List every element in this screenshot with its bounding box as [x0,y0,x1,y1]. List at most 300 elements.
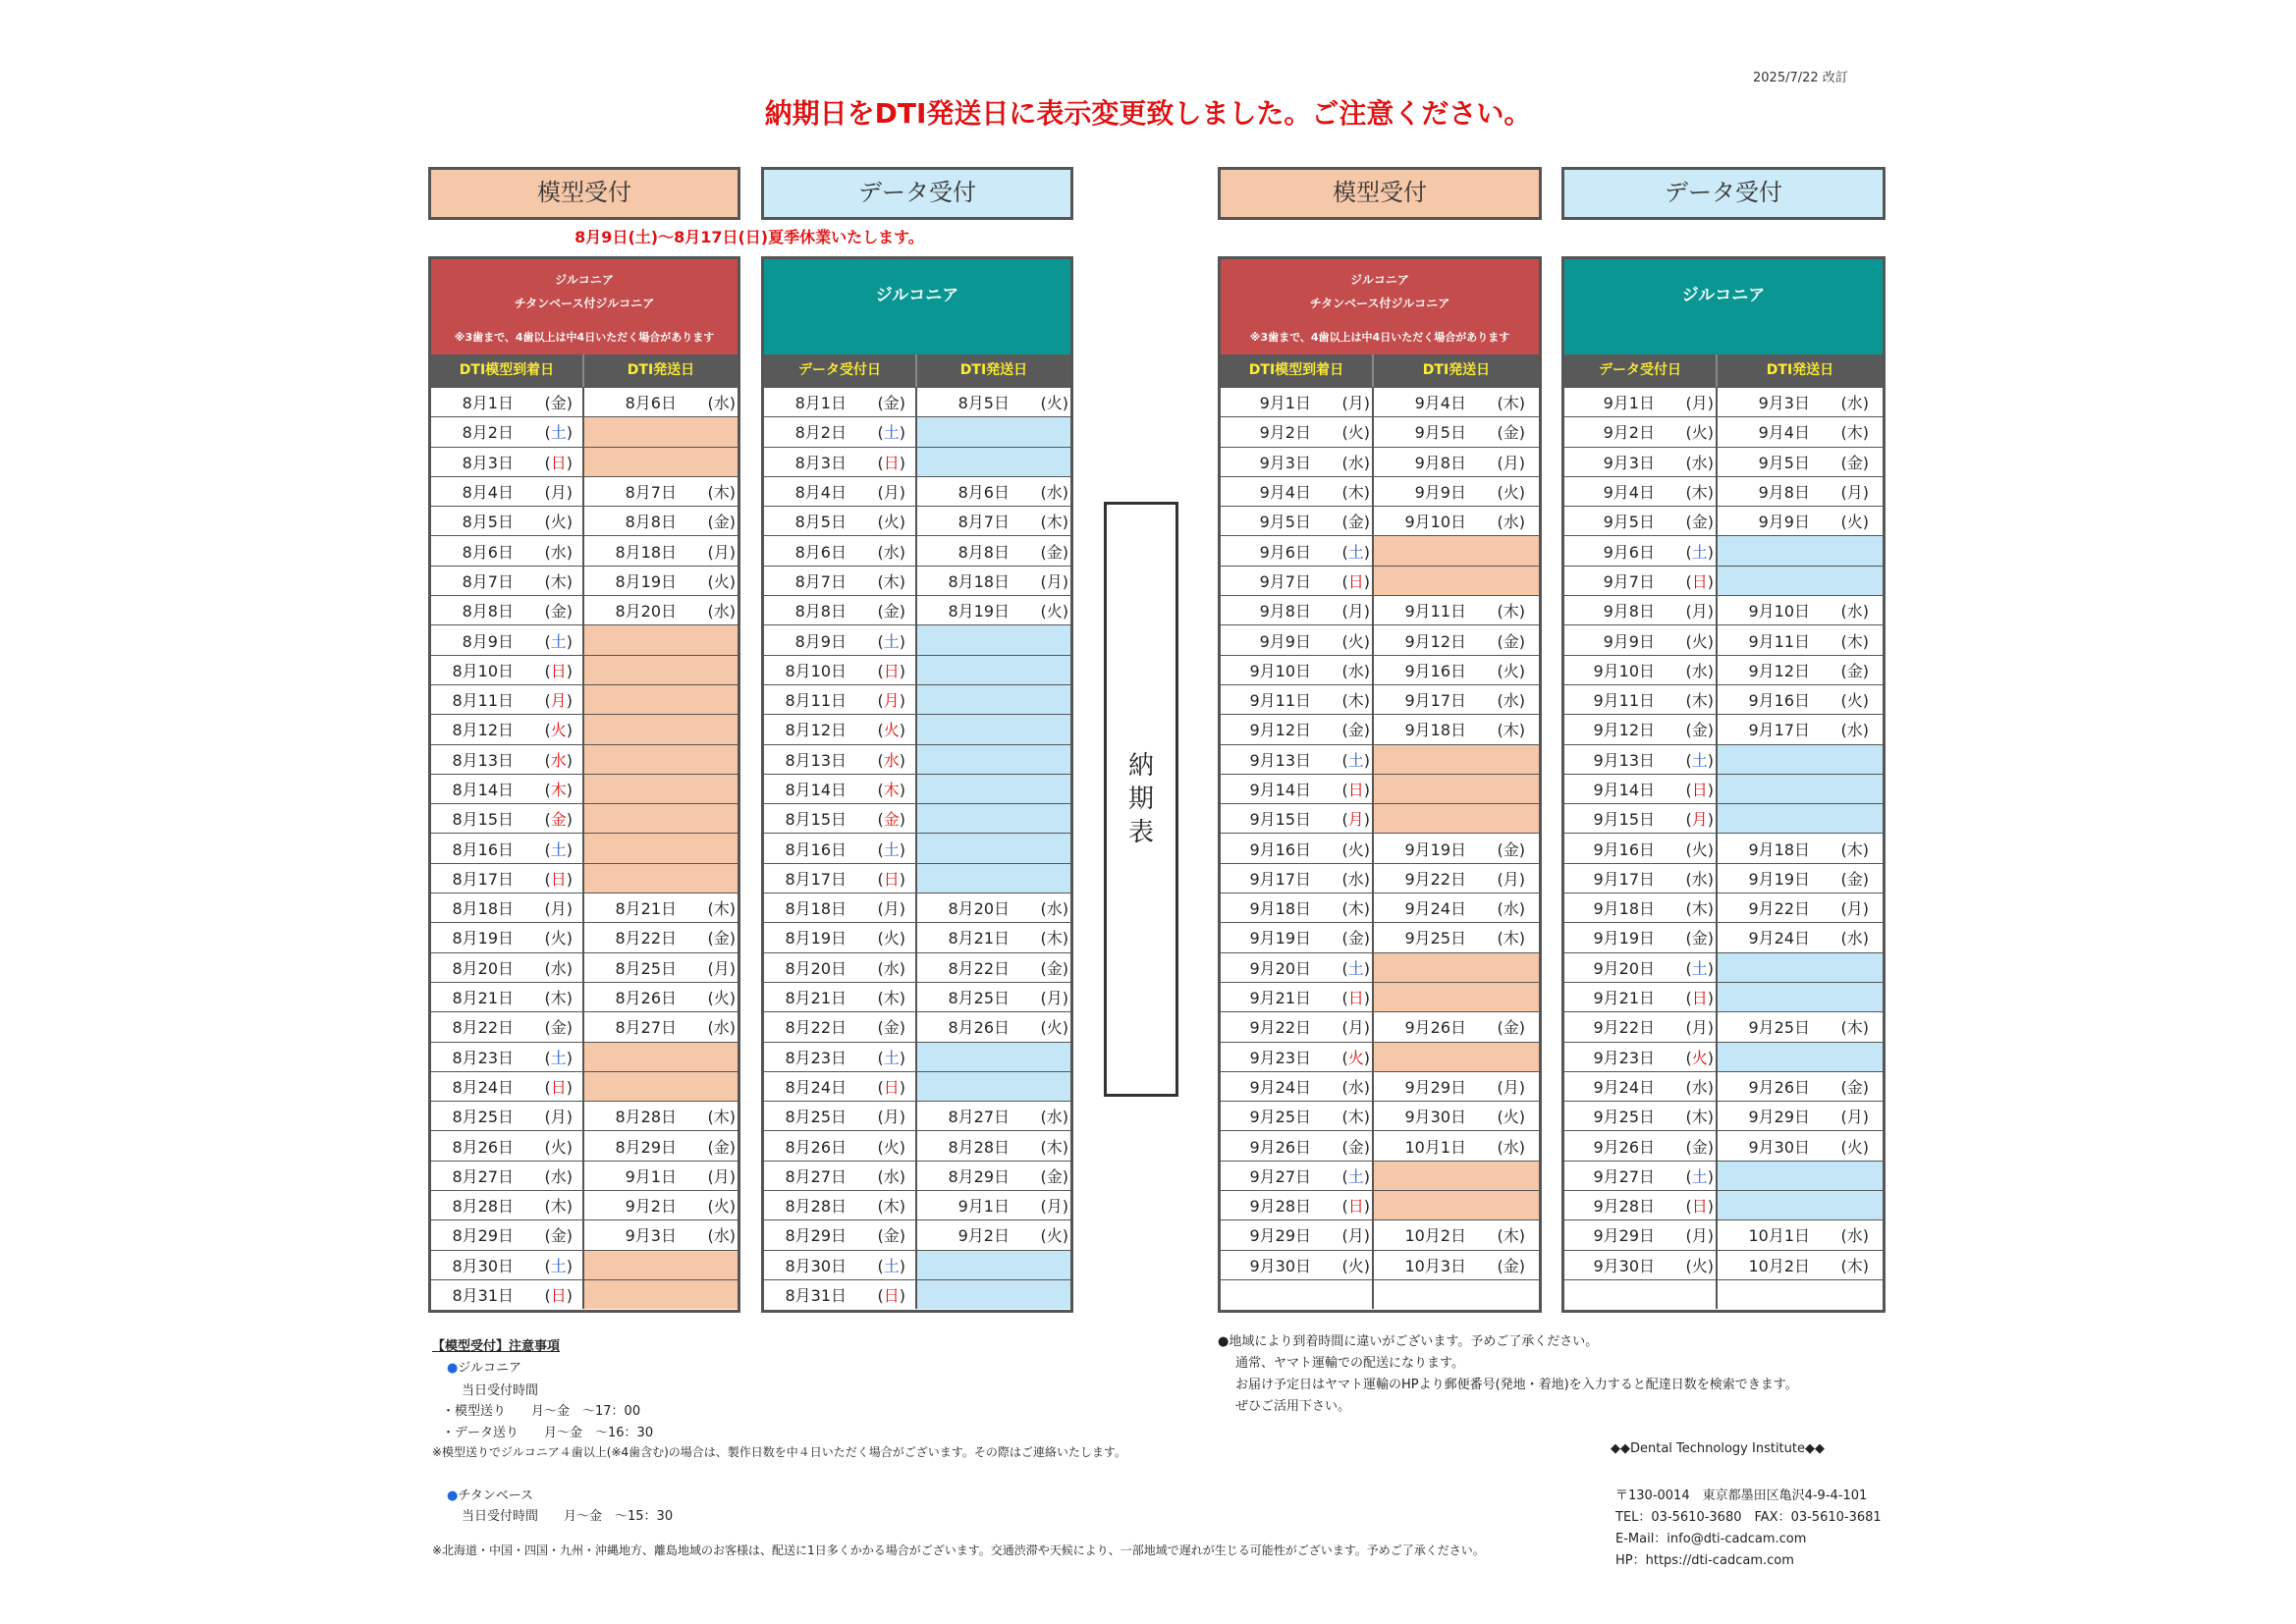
weekday-text: 金 [550,394,567,413]
ship-date-cell [917,596,1070,624]
weekday-text: 金 [713,513,730,532]
received-weekday: (木) [1685,1108,1714,1127]
ship-date-cell [584,625,738,654]
received-weekday: (木) [1341,691,1370,711]
received-weekday: (金) [877,394,905,413]
received-weekday: (月) [1685,602,1714,622]
table-row [764,535,1070,565]
table-row [1221,655,1539,684]
received-date: 9月1日 [1259,394,1311,413]
received-date: 9月21日 [1249,989,1311,1008]
ship-date-cell [917,1102,1070,1130]
ship-weekday: (月) [707,542,736,562]
zirconia-label-text: ジルコニア [458,1361,522,1376]
ship-weekday: (火) [707,989,736,1008]
table-row [1564,863,1883,893]
received-weekday: (日) [544,1286,573,1306]
table-row [764,952,1070,982]
ship-weekday: (金) [1840,869,1869,889]
ship-date: 9月4日 [1414,394,1466,413]
ship-weekday: (月) [1840,1108,1869,1127]
received-date: 9月14日 [1593,781,1655,799]
received-date: 9月14日 [1249,781,1311,799]
ship-date-cell [1718,864,1883,893]
table-header-zirconia [764,259,1070,354]
ship-date: 9月26日 [1748,1077,1810,1097]
ship-date: 8月29日 [948,1166,1010,1186]
weekday-text: 木 [1846,1256,1863,1275]
ship-weekday: (金) [1040,1166,1068,1186]
ship-weekday: (金) [1040,542,1068,562]
received-date: 8月27日 [785,1166,847,1186]
ship-weekday: (火) [1497,483,1525,503]
weekday-text: 水 [550,750,567,770]
received-date-cell [1221,1012,1374,1041]
section-model-aug: 模型受付 [428,167,740,220]
received-date-cell [431,864,584,893]
weekday-text: 日 [550,1077,567,1097]
received-date-cell [431,834,584,862]
received-date: 9月23日 [1249,1048,1311,1067]
weekday-text: 土 [1691,958,1708,978]
received-date: 8月6日 [462,542,514,562]
received-date-cell [1221,1220,1374,1249]
weekday-text: 木 [1046,513,1063,532]
headline-notice: 納期日をDTI発送日に表示変更致しました。ご注意ください。 [764,97,1532,130]
weekday-text: 日 [883,1077,900,1097]
ship-date-cell [1374,1043,1539,1071]
received-date-cell [1564,625,1718,654]
table-row [1564,1130,1883,1160]
header-line-zirconia: ジルコニア [1350,273,1409,287]
table-row [431,1219,738,1249]
weekday-text: 金 [1691,1137,1708,1157]
table-row [764,1071,1070,1101]
weekday-text: 月 [1046,1197,1063,1217]
received-date-cell [764,685,917,714]
ship-date-cell [584,864,738,893]
received-weekday: (日) [1685,781,1714,799]
received-weekday: (水) [544,1166,573,1186]
weekday-text: 木 [1691,899,1708,919]
received-date-cell [1221,1280,1374,1309]
received-weekday: (木) [1341,1108,1370,1127]
weekday-text: 火 [1347,631,1364,651]
received-date: 9月17日 [1593,869,1655,889]
ship-date: 8月8日 [957,542,1010,562]
ship-date-cell [1374,1012,1539,1041]
ship-weekday: (木) [707,899,736,919]
received-date-cell [431,1043,584,1071]
received-weekday: (木) [877,1197,905,1217]
ship-date: 8月22日 [615,929,677,948]
received-date: 8月2日 [794,423,847,443]
received-date: 8月14日 [785,781,847,799]
col-arrival: DTI模型到着日 [1221,354,1374,387]
received-weekday: (月) [1685,1226,1714,1246]
received-date: 8月12日 [785,721,847,740]
received-date-cell [764,864,917,893]
received-date-cell [1221,1251,1374,1279]
table-row [1221,803,1539,833]
received-date: 9月22日 [1249,1018,1311,1038]
received-date-cell [1564,804,1718,833]
received-date-cell [1221,1102,1374,1130]
received-date: 9月6日 [1259,542,1311,562]
table-row [431,893,738,922]
received-weekday: (土) [1685,750,1714,770]
ship-date-cell [584,1191,738,1219]
received-date: 8月23日 [785,1048,847,1067]
weekday-text: 月 [713,958,730,978]
table-row [764,1130,1070,1160]
weekday-text: 金 [1347,721,1364,740]
received-weekday: (木) [1685,691,1714,711]
received-weekday: (金) [1685,1137,1714,1157]
ship-date: 9月2日 [625,1197,677,1217]
received-weekday: (土) [544,1048,573,1067]
table-row [764,655,1070,684]
received-date: 8月25日 [785,1108,847,1127]
ship-date-cell [1718,804,1883,833]
received-date: 8月24日 [452,1077,514,1097]
weekday-text: 金 [1503,631,1519,651]
notes-right-1: ●地域により到着時間に違いがございます。予めご了承ください。 [1218,1334,1599,1349]
table-row [764,833,1070,862]
weekday-text: 水 [1347,453,1364,472]
table-row [431,922,738,951]
weekday-text: 月 [1347,394,1364,413]
table-row [1221,1071,1539,1101]
ship-date-cell [1718,1072,1883,1101]
ship-date-cell [584,1251,738,1279]
titanium-label-text: チタンベース [458,1489,534,1503]
weekday-text: 金 [1846,453,1863,472]
ship-date-cell [584,656,738,684]
weekday-text: 木 [1347,691,1364,711]
ship-date-cell [1718,745,1883,774]
ship-date: 8月28日 [948,1137,1010,1157]
received-date: 9月5日 [1259,513,1311,532]
weekday-text: 木 [1846,631,1863,651]
weekday-text: 木 [1846,839,1863,859]
ship-date-cell [917,417,1070,446]
ship-date: 8月20日 [948,899,1010,919]
ship-date: 9月18日 [1748,839,1810,859]
ship-date: 8月29日 [615,1137,677,1157]
ship-date-cell [1718,685,1883,714]
received-date-cell [431,625,584,654]
ship-weekday: (火) [1497,1108,1525,1127]
ship-date-cell [1718,448,1883,476]
ship-date-cell [1718,625,1883,654]
table-header-zirconia [1221,259,1539,354]
table-row [764,922,1070,951]
received-date-cell [1564,1191,1718,1219]
ship-date-cell [584,567,738,595]
table-row [764,595,1070,624]
received-date: 8月17日 [452,869,514,889]
received-weekday: (土) [1685,958,1714,978]
ship-date: 9月16日 [1748,691,1810,711]
section-data-sep: データ受付 [1561,167,1886,220]
table-row [764,1250,1070,1279]
weekday-text: 水 [1347,661,1364,680]
received-weekday: (土) [544,423,573,443]
received-date: 9月23日 [1593,1048,1655,1067]
ship-weekday: (月) [1497,453,1525,472]
received-date: 9月9日 [1259,631,1311,651]
received-date: 8月4日 [794,483,847,503]
table-row [1564,1161,1883,1190]
received-date-cell [764,625,917,654]
received-date: 8月11日 [785,691,847,711]
table-row [431,506,738,535]
received-date: 9月25日 [1593,1108,1655,1127]
table-row [1564,655,1883,684]
ship-date-cell [917,1012,1070,1041]
weekday-text: 土 [1691,1166,1708,1186]
received-date-cell [764,923,917,951]
received-date: 9月27日 [1249,1166,1311,1186]
received-weekday: (月) [1341,602,1370,622]
received-date-cell [764,893,917,922]
received-weekday: (土) [544,631,573,651]
received-date-cell [764,567,917,595]
weekday-text: 水 [550,958,567,978]
ship-date-cell [1718,1102,1883,1130]
column-header-row [1221,354,1539,387]
received-weekday: (日) [877,1077,905,1097]
received-date-cell [1221,507,1374,535]
weekday-text: 水 [1503,899,1519,919]
weekday-text: 金 [883,1018,900,1038]
received-date: 8月18日 [452,899,514,919]
received-date-cell [431,804,584,833]
received-weekday: (木) [544,1197,573,1217]
weekday-text: 木 [883,571,900,591]
received-date: 8月5日 [462,513,514,532]
received-date: 9月25日 [1249,1108,1311,1127]
ship-date: 9月12日 [1748,661,1810,680]
ship-date: 8月22日 [948,958,1010,978]
table-row [431,1250,738,1279]
ship-weekday: (木) [1497,721,1525,740]
ship-date: 8月26日 [615,989,677,1008]
weekday-text: 水 [550,1166,567,1186]
received-date: 8月14日 [452,781,514,799]
received-date-cell [431,1280,584,1309]
received-weekday: (火) [1685,839,1714,859]
ship-date-cell [1718,507,1883,535]
received-date-cell [764,1012,917,1041]
received-date-cell [1564,507,1718,535]
received-date: 8月11日 [452,691,514,711]
ship-date-cell [1718,1012,1883,1041]
weekday-text: 金 [1503,423,1519,443]
received-weekday: (水) [877,958,905,978]
received-weekday: (水) [877,542,905,562]
received-date: 8月2日 [462,423,514,443]
weekday-text: 水 [1046,483,1063,503]
table-row [431,476,738,506]
ship-weekday: (火) [1840,513,1869,532]
received-date: 8月7日 [794,571,847,591]
ship-date-cell [584,1162,738,1190]
ship-date: 9月9日 [1758,513,1810,532]
received-date: 9月29日 [1249,1226,1311,1246]
ship-date-cell [1718,567,1883,595]
ship-date: 9月11日 [1404,602,1466,622]
received-weekday: (火) [877,1137,905,1157]
received-weekday: (日) [1685,571,1714,591]
received-weekday: (日) [1341,1197,1370,1217]
col-ship: DTI発送日 [959,362,1028,378]
weekday-text: 木 [1503,721,1519,740]
header-note: ※3歯まで、4歯以上は中4日いただく場合があります [454,331,715,344]
received-date: 8月9日 [462,631,514,651]
ship-weekday: (水) [1840,394,1869,413]
ship-weekday: (金) [1497,839,1525,859]
ship-date: 8月19日 [948,602,1010,622]
ship-weekday: (火) [707,571,736,591]
ship-weekday: (月) [1497,869,1525,889]
table-row [764,863,1070,893]
ship-date: 9月18日 [1404,721,1466,740]
weekday-text: 水 [1846,721,1863,740]
vertical-char-2: 期 [1127,785,1154,814]
ship-date-cell [1374,1220,1539,1249]
weekday-text: 日 [883,453,900,472]
received-date-cell [1564,448,1718,476]
ship-date: 8月7日 [625,483,677,503]
ship-date-cell [1374,417,1539,446]
weekday-text: 金 [883,394,900,413]
weekday-text: 日 [1347,781,1364,799]
table-row [431,566,738,595]
table-row [764,1190,1070,1219]
table-row [764,982,1070,1011]
header-note: ※3歯まで、4歯以上は中4日いただく場合があります [1249,331,1510,344]
received-weekday: (火) [877,929,905,948]
received-date-cell [1564,417,1718,446]
weekday-text: 月 [1846,1108,1863,1127]
ship-weekday: (木) [1840,631,1869,651]
received-date: 9月4日 [1259,483,1311,503]
ship-date-cell [1374,477,1539,506]
ship-date: 8月6日 [625,394,677,413]
received-date: 9月18日 [1593,899,1655,919]
received-date-cell [431,1251,584,1279]
ship-weekday: (金) [1840,1077,1869,1097]
weekday-text: 木 [1503,394,1519,413]
ship-date-cell [1718,893,1883,922]
weekday-text: 水 [1691,453,1708,472]
received-date-cell [1221,1191,1374,1219]
received-date-cell [764,1162,917,1190]
received-date: 8月8日 [794,602,847,622]
ship-date-cell [1374,1251,1539,1279]
table-row [431,1279,738,1309]
header-line-titanium: チタンベース付ジルコニア [514,297,655,310]
received-date: 9月7日 [1603,571,1655,591]
ship-date-cell [1374,1102,1539,1130]
table-row [431,1042,738,1071]
ship-date: 9月3日 [625,1226,677,1246]
received-date-cell [1221,745,1374,774]
received-date: 8月30日 [452,1256,514,1275]
ship-date-cell [917,1162,1070,1190]
table-row [431,744,738,774]
received-weekday: (日) [544,1077,573,1097]
ship-date: 8月20日 [615,602,677,622]
received-weekday: (水) [877,1166,905,1186]
received-weekday: (金) [1341,1137,1370,1157]
ship-date: 10月1日 [1404,1137,1466,1157]
weekday-text: 月 [1691,1018,1708,1038]
received-weekday: (火) [1341,423,1370,443]
received-date: 8月20日 [452,958,514,978]
received-date: 8月9日 [794,631,847,651]
weekday-text: 金 [550,1226,567,1246]
ship-date-cell [1718,1191,1883,1219]
received-date-cell [1221,1131,1374,1160]
received-date-cell [431,745,584,774]
weekday-text: 水 [1347,869,1364,889]
received-date-cell [431,715,584,743]
weekday-text: 日 [1691,989,1708,1008]
received-date: 9月13日 [1593,750,1655,770]
ship-date: 9月29日 [1404,1077,1466,1097]
received-weekday: (月) [544,899,573,919]
weekday-text: 金 [883,810,900,830]
ship-date-cell [584,685,738,714]
ship-date-cell [917,983,1070,1011]
weekday-text: 月 [1347,810,1364,830]
section-data-aug: データ受付 [761,167,1073,220]
ship-date-cell [1718,536,1883,565]
received-date: 8月20日 [785,958,847,978]
ship-date-cell [1374,893,1539,922]
received-weekday: (火) [1341,1256,1370,1275]
table-row [1564,1042,1883,1071]
received-date: 9月26日 [1249,1137,1311,1157]
weekday-text: 月 [1846,899,1863,919]
received-date: 8月31日 [785,1286,847,1306]
received-weekday: (火) [877,721,905,740]
ship-weekday: (火) [1497,661,1525,680]
weekday-text: 木 [713,1108,730,1127]
received-date: 9月13日 [1249,750,1311,770]
col-arrival: DTI模型到着日 [431,354,584,387]
received-date: 8月24日 [785,1077,847,1097]
received-date-cell [764,596,917,624]
received-date: 8月21日 [452,989,514,1008]
ship-weekday: (木) [1497,394,1525,413]
received-date: 9月19日 [1249,929,1311,948]
ship-date-cell [1718,953,1883,982]
weekday-text: 火 [1691,839,1708,859]
table-row [764,714,1070,743]
received-date-cell [1221,953,1374,982]
table-row [1564,566,1883,595]
ship-date: 10月1日 [1748,1226,1810,1246]
weekday-text: 水 [1503,691,1519,711]
received-date: 8月5日 [794,513,847,532]
received-date: 9月16日 [1593,839,1655,859]
received-date: 8月30日 [785,1256,847,1275]
received-date: 8月23日 [452,1048,514,1067]
